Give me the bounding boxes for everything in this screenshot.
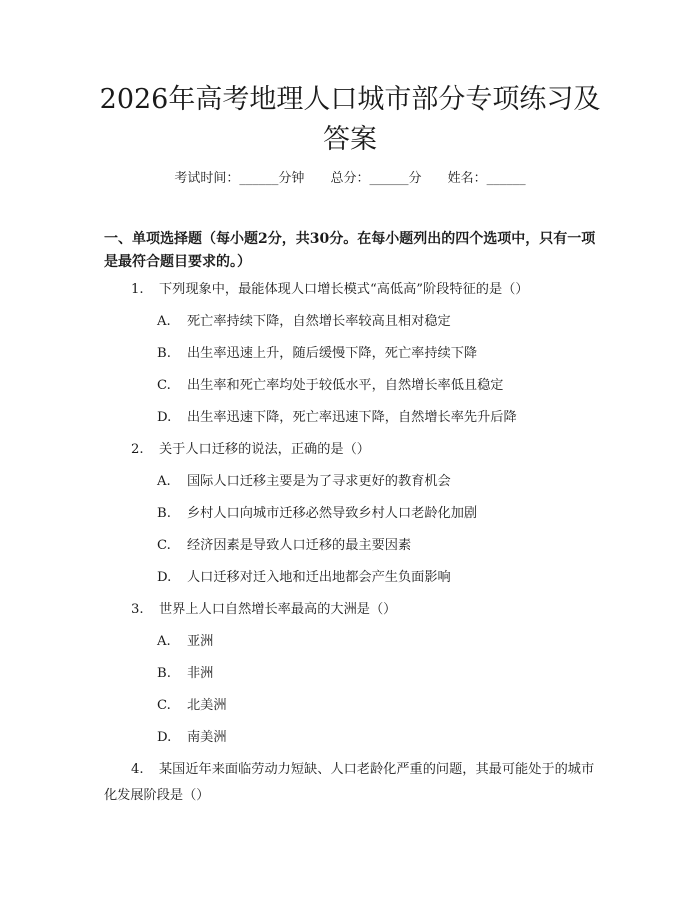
option-text: 北美洲 xyxy=(187,698,227,713)
question-2-option-a xyxy=(157,473,451,491)
document-title: 2026年高考地理人口城市部分专项练习及答案 xyxy=(99,84,601,155)
option-text: 人口迁移对迁入地和迁出地都会产生负面影响 xyxy=(187,570,451,585)
question-1-option-d xyxy=(157,409,517,427)
exam-name-field: 姓名：______ xyxy=(447,171,526,186)
option-letter: B. xyxy=(157,666,171,681)
question-number: 1. xyxy=(131,282,144,297)
question-text: 世界上人口自然增长率最高的大洲是（） xyxy=(159,602,397,617)
option-letter: A. xyxy=(157,634,171,649)
question-1-option-c xyxy=(157,377,504,395)
question-number: 4. xyxy=(131,762,144,777)
option-letter: D. xyxy=(157,410,172,425)
option-text: 出生率和死亡率均处于较低水平，自然增长率低且稳定 xyxy=(187,378,504,393)
question-3-option-b xyxy=(157,665,213,683)
question-3 xyxy=(131,601,396,619)
section-heading: 一、单项选择题（每小题2分，共30分。在每小题列出的四个选项中，只有一项是最符合题目要求的。） xyxy=(104,231,596,270)
question-1 xyxy=(131,281,529,299)
option-text: 经济因素是导致人口迁移的最主要因素 xyxy=(187,538,412,553)
option-text: 国际人口迁移主要是为了寻求更好的教育机会 xyxy=(187,474,451,489)
option-letter: D. xyxy=(157,570,172,585)
question-text: 下列现象中，最能体现人口增长模式“高低高”阶段特征的是（） xyxy=(159,282,529,297)
option-letter: C. xyxy=(157,538,171,553)
question-number: 3. xyxy=(131,602,144,617)
question-1-option-b xyxy=(157,345,477,363)
question-2-option-c xyxy=(157,537,411,555)
question-3-option-d xyxy=(157,729,227,747)
option-letter: A. xyxy=(157,474,171,489)
question-text: 某国近年来面临劳动力短缺、人口老龄化严重的问题，其最可能处于的城市化发展阶段是（） xyxy=(104,762,595,803)
question-1-option-a xyxy=(157,313,451,331)
option-text: 出生率迅速下降，死亡率迅速下降，自然增长率先升后降 xyxy=(187,410,517,425)
option-text: 亚洲 xyxy=(187,634,214,649)
option-letter: B. xyxy=(157,346,171,361)
option-letter: C. xyxy=(157,378,171,393)
question-4 xyxy=(104,757,600,809)
option-letter: A. xyxy=(157,314,171,329)
question-3-option-a xyxy=(157,633,213,651)
option-letter: B. xyxy=(157,506,171,521)
option-text: 乡村人口向城市迁移必然导致乡村人口老龄化加剧 xyxy=(187,506,478,521)
option-text: 非洲 xyxy=(187,666,214,681)
question-number: 2. xyxy=(131,442,144,457)
option-letter: D. xyxy=(157,730,172,745)
question-2 xyxy=(131,441,370,459)
option-text: 死亡率持续下降，自然增长率较高且相对稳定 xyxy=(187,314,451,329)
option-text: 出生率迅速上升，随后缓慢下降，死亡率持续下降 xyxy=(187,346,478,361)
option-text: 南美洲 xyxy=(187,730,227,745)
exam-time-field: 考试时间：______分钟 xyxy=(174,171,305,186)
question-3-option-c xyxy=(157,697,227,715)
question-2-option-b xyxy=(157,505,477,523)
option-letter: C. xyxy=(157,698,171,713)
exam-score-field: 总分：______分 xyxy=(330,171,422,186)
question-text: 关于人口迁移的说法，正确的是（） xyxy=(159,442,370,457)
exam-info xyxy=(0,170,700,188)
question-2-option-d xyxy=(157,569,451,587)
